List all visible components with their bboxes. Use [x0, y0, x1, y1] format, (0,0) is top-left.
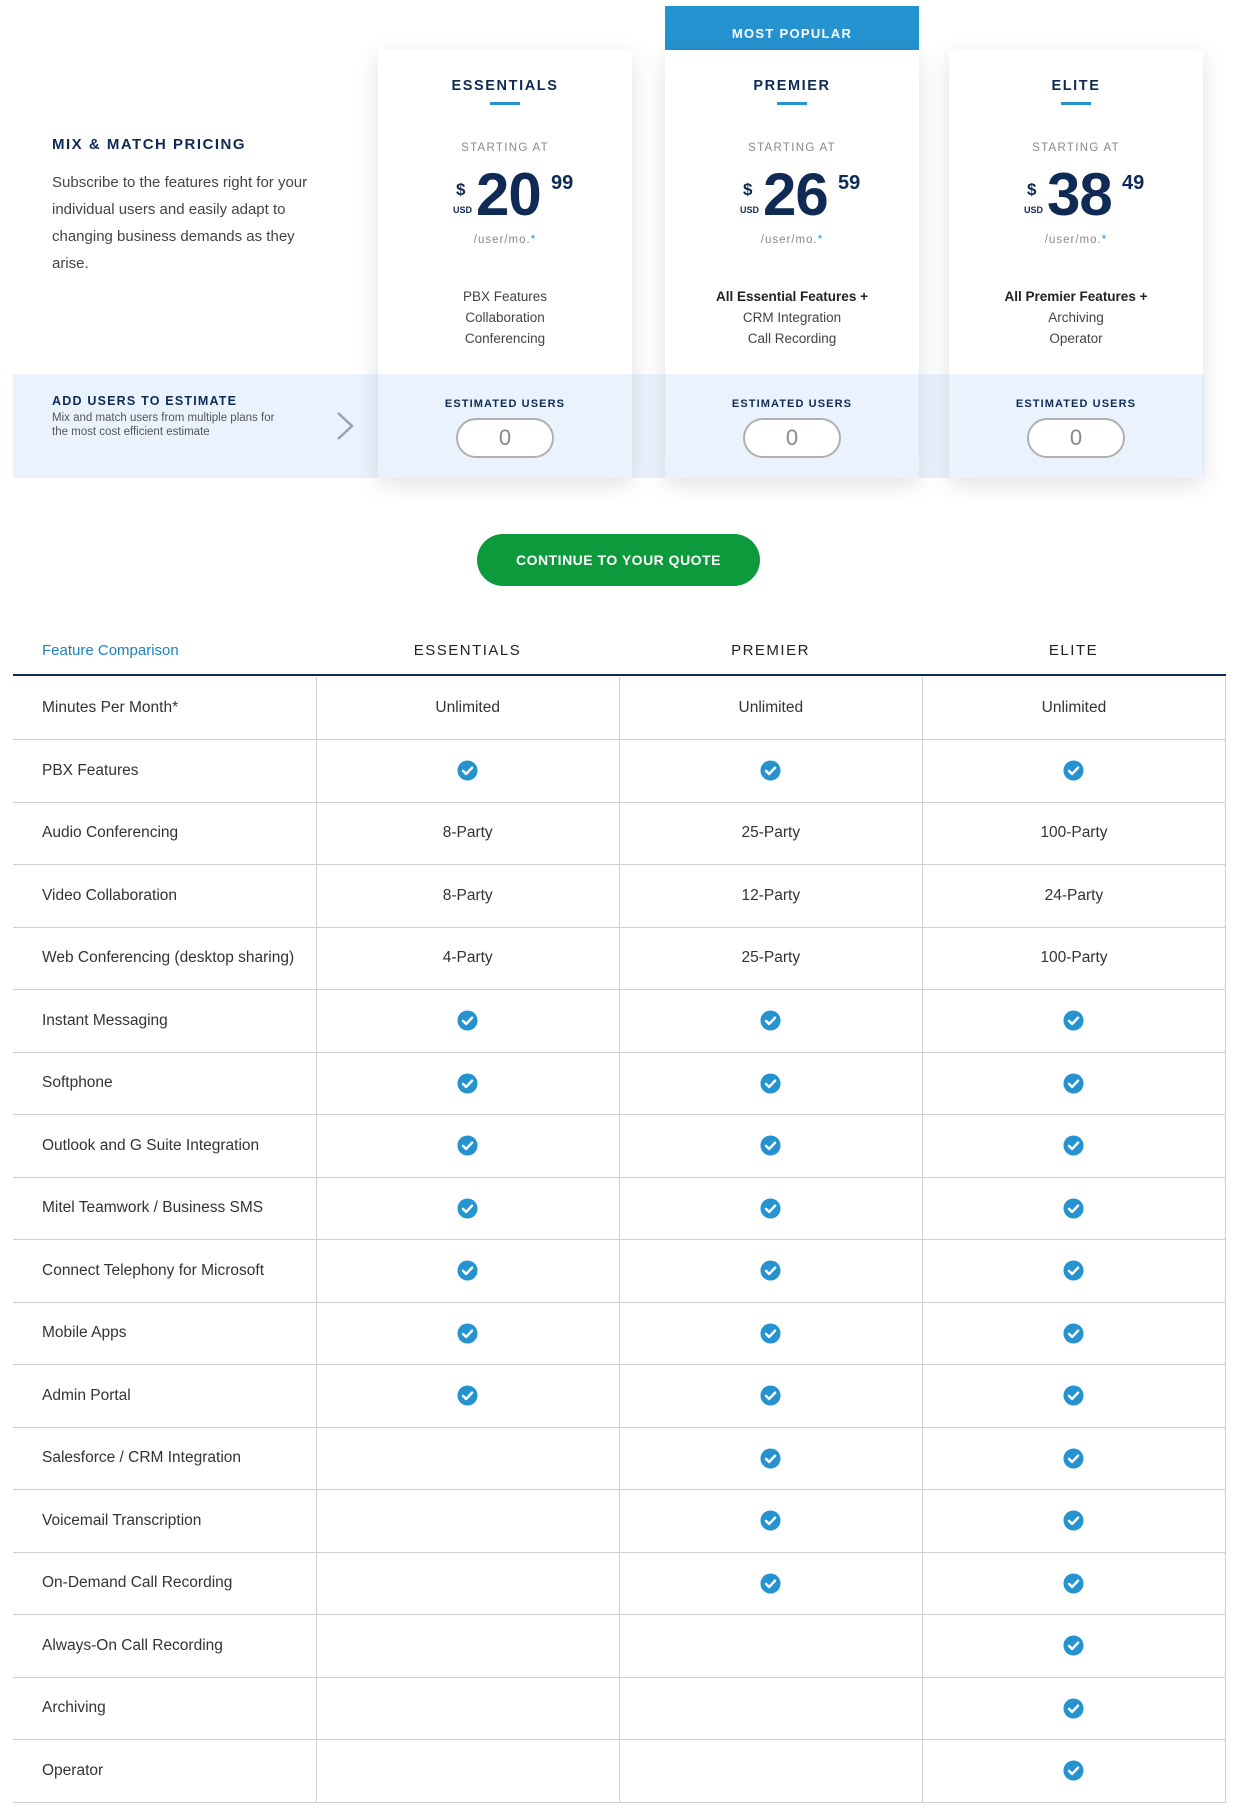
feature-comparison-title: Feature Comparison [42, 642, 179, 659]
currency-symbol: $ [743, 180, 753, 199]
plan-feature: Conferencing [464, 331, 546, 346]
add-users-subtitle: Mix and match users from multiple plans for the most cost efficient estimate [52, 412, 275, 438]
check-circle-icon [457, 1073, 478, 1094]
intro-text: Subscribe to the features right for your individual users and easily adapt to changing business demands as they arise. [52, 174, 308, 272]
price-whole: 20 [476, 161, 541, 228]
plan-name: ELITE [1051, 78, 1101, 94]
included-cell [316, 1115, 619, 1178]
check-circle-icon [457, 760, 478, 781]
plan-features [378, 286, 632, 349]
feature-name: Video Collaboration [13, 865, 316, 928]
price-period [949, 234, 1203, 246]
price-cents: 49 [1122, 172, 1145, 194]
included-cell [619, 1240, 922, 1303]
empty-cell [316, 1552, 619, 1615]
table-row [13, 1365, 1226, 1428]
feature-comparison-table [13, 677, 1226, 1803]
table-row [13, 740, 1226, 803]
empty-cell [316, 1677, 619, 1740]
price-asterisk: * [1101, 234, 1108, 246]
empty-cell [316, 1615, 619, 1678]
included-cell [922, 1240, 1225, 1303]
included-cell [922, 1427, 1225, 1490]
price-period [665, 234, 919, 246]
plan-features [665, 286, 919, 349]
price-period [378, 234, 632, 246]
included-cell [619, 1552, 922, 1615]
check-circle-icon [760, 1448, 781, 1469]
check-circle-icon [1063, 1073, 1084, 1094]
plan-underline [490, 102, 520, 105]
included-cell [922, 1177, 1225, 1240]
check-circle-icon [760, 1323, 781, 1344]
intro-title: MIX & MATCH PRICING [52, 136, 247, 153]
check-circle-icon [1063, 1698, 1084, 1719]
column-header: ELITE [1048, 642, 1099, 659]
value-cell: 8-Party [316, 802, 619, 865]
included-cell [619, 740, 922, 803]
empty-cell [316, 1490, 619, 1553]
plan-name: ESSENTIALS [451, 78, 559, 94]
table-row [13, 1615, 1226, 1678]
check-circle-icon [760, 760, 781, 781]
included-cell [922, 1115, 1225, 1178]
plan-features [949, 286, 1203, 349]
check-circle-icon [760, 1073, 781, 1094]
included-cell [316, 1365, 619, 1428]
estimated-users-input-elite[interactable] [1027, 418, 1125, 458]
starting-at-label: STARTING AT [461, 142, 549, 154]
mix-match-intro [52, 136, 312, 277]
empty-cell [619, 1615, 922, 1678]
included-cell [922, 1490, 1225, 1553]
check-circle-icon [1063, 1260, 1084, 1281]
table-row [13, 1052, 1226, 1115]
empty-cell [316, 1427, 619, 1490]
feature-name: Always-On Call Recording [13, 1615, 316, 1678]
check-circle-icon [760, 1573, 781, 1594]
included-cell [922, 1677, 1225, 1740]
included-cell [619, 1490, 922, 1553]
price-asterisk: * [530, 234, 537, 246]
check-circle-icon [760, 1510, 781, 1531]
check-circle-icon [1063, 1010, 1084, 1031]
plan-price [453, 161, 596, 228]
included-cell [922, 1615, 1225, 1678]
table-row [13, 1115, 1226, 1178]
check-circle-icon [1063, 1323, 1084, 1344]
check-circle-icon [1063, 1760, 1084, 1781]
included-cell [922, 1052, 1225, 1115]
table-row [13, 1677, 1226, 1740]
included-cell [619, 1052, 922, 1115]
price-cents: 99 [551, 172, 574, 194]
plan-card-elite [949, 50, 1203, 478]
check-circle-icon [1063, 1198, 1084, 1219]
price-cents: 59 [838, 172, 861, 194]
feature-name: PBX Features [13, 740, 316, 803]
table-row [13, 677, 1226, 740]
empty-cell [316, 1740, 619, 1803]
value-cell: 12-Party [619, 865, 922, 928]
continue-to-quote-button[interactable]: CONTINUE TO YOUR QUOTE [477, 534, 760, 586]
currency-code: USD [453, 205, 473, 215]
included-cell [922, 740, 1225, 803]
value-cell: 100-Party [922, 927, 1225, 990]
starting-at-label: STARTING AT [1032, 142, 1120, 154]
most-popular-badge: MOST POPULAR [665, 6, 919, 50]
check-circle-icon [760, 1198, 781, 1219]
check-circle-icon [1063, 1448, 1084, 1469]
feature-name: Connect Telephony for Microsoft [13, 1240, 316, 1303]
feature-name: Mitel Teamwork / Business SMS [13, 1177, 316, 1240]
check-circle-icon [457, 1323, 478, 1344]
column-header: PREMIER [731, 642, 810, 659]
feature-comparison-header [13, 632, 1226, 676]
included-cell [922, 990, 1225, 1053]
check-circle-icon [457, 1198, 478, 1219]
empty-cell [619, 1740, 922, 1803]
chevron-right-icon [334, 410, 356, 442]
check-circle-icon [1063, 760, 1084, 781]
plan-feature: All Premier Features + [1004, 289, 1148, 304]
check-circle-icon [760, 1260, 781, 1281]
included-cell [316, 1240, 619, 1303]
table-row [13, 865, 1226, 928]
price-whole: 38 [1047, 161, 1112, 228]
feature-name: Softphone [13, 1052, 316, 1115]
feature-name: On-Demand Call Recording [13, 1552, 316, 1615]
add-users-title: ADD USERS TO ESTIMATE [52, 394, 238, 408]
plan-name: PREMIER [753, 78, 831, 94]
plan-underline [1061, 102, 1091, 105]
included-cell [922, 1740, 1225, 1803]
plan-feature: CRM Integration [742, 310, 842, 325]
plan-feature: PBX Features [462, 289, 548, 304]
check-circle-icon [1063, 1573, 1084, 1594]
included-cell [619, 1427, 922, 1490]
check-circle-icon [457, 1385, 478, 1406]
value-cell: 25-Party [619, 802, 922, 865]
included-cell [922, 1365, 1225, 1428]
price-asterisk: * [817, 234, 824, 246]
included-cell [619, 1177, 922, 1240]
plan-price [740, 161, 883, 228]
included-cell [619, 1302, 922, 1365]
check-circle-icon [1063, 1510, 1084, 1531]
check-circle-icon [760, 1135, 781, 1156]
currency-symbol: $ [1027, 180, 1037, 199]
feature-name: Minutes Per Month* [13, 677, 316, 740]
plan-feature: Call Recording [747, 331, 837, 346]
included-cell [316, 1302, 619, 1365]
check-circle-icon [457, 1135, 478, 1156]
column-header: ESSENTIALS [413, 642, 522, 659]
check-circle-icon [1063, 1385, 1084, 1406]
price-period-text: /user/mo. [760, 234, 818, 246]
price-period-text: /user/mo. [473, 234, 531, 246]
table-row [13, 1240, 1226, 1303]
plan-card-essentials [378, 50, 632, 478]
plan-price [1024, 161, 1167, 228]
plan-underline [777, 102, 807, 105]
currency-code: USD [1024, 205, 1044, 215]
feature-name: Admin Portal [13, 1365, 316, 1428]
included-cell [316, 740, 619, 803]
feature-name: Web Conferencing (desktop sharing) [13, 927, 316, 990]
plan-feature: Collaboration [465, 310, 545, 325]
estimated-users-input-essentials[interactable] [456, 418, 554, 458]
value-cell: 24-Party [922, 865, 1225, 928]
value-cell: 25-Party [619, 927, 922, 990]
check-circle-icon [457, 1010, 478, 1031]
value-cell: 8-Party [316, 865, 619, 928]
value-cell: 4-Party [316, 927, 619, 990]
check-circle-icon [760, 1385, 781, 1406]
feature-name: Outlook and G Suite Integration [13, 1115, 316, 1178]
included-cell [316, 990, 619, 1053]
included-cell [922, 1552, 1225, 1615]
value-cell: 100-Party [922, 802, 1225, 865]
estimated-users-label: ESTIMATED USERS [1015, 398, 1137, 410]
included-cell [922, 1302, 1225, 1365]
table-row [13, 1490, 1226, 1553]
estimated-users-input-premier[interactable] [743, 418, 841, 458]
feature-name: Audio Conferencing [13, 802, 316, 865]
plan-feature: Operator [1049, 331, 1103, 346]
add-users-label [52, 394, 292, 439]
table-row [13, 1177, 1226, 1240]
check-circle-icon [1063, 1635, 1084, 1656]
value-cell: Unlimited [316, 677, 619, 740]
table-row [13, 927, 1226, 990]
feature-name: Archiving [13, 1677, 316, 1740]
check-circle-icon [760, 1010, 781, 1031]
value-cell: Unlimited [619, 677, 922, 740]
table-row [13, 1740, 1226, 1803]
value-cell: Unlimited [922, 677, 1225, 740]
included-cell [316, 1052, 619, 1115]
included-cell [316, 1177, 619, 1240]
table-row [13, 1302, 1226, 1365]
included-cell [619, 990, 922, 1053]
check-circle-icon [457, 1260, 478, 1281]
plan-card-premier [665, 50, 919, 478]
feature-name: Operator [13, 1740, 316, 1803]
check-circle-icon [1063, 1135, 1084, 1156]
plan-feature: All Essential Features + [716, 289, 868, 304]
table-row [13, 1427, 1226, 1490]
price-period-text: /user/mo. [1044, 234, 1102, 246]
estimated-users-label: ESTIMATED USERS [731, 398, 853, 410]
starting-at-label: STARTING AT [748, 142, 836, 154]
included-cell [619, 1115, 922, 1178]
table-row [13, 990, 1226, 1053]
price-whole: 26 [763, 161, 828, 228]
feature-name: Instant Messaging [13, 990, 316, 1053]
feature-name: Voicemail Transcription [13, 1490, 316, 1553]
empty-cell [619, 1677, 922, 1740]
included-cell [619, 1365, 922, 1428]
feature-name: Salesforce / CRM Integration [13, 1427, 316, 1490]
feature-name: Mobile Apps [13, 1302, 316, 1365]
currency-code: USD [740, 205, 760, 215]
estimated-users-label: ESTIMATED USERS [444, 398, 566, 410]
table-row [13, 802, 1226, 865]
table-row [13, 1552, 1226, 1615]
currency-symbol: $ [456, 180, 466, 199]
plan-feature: Archiving [1048, 310, 1104, 325]
